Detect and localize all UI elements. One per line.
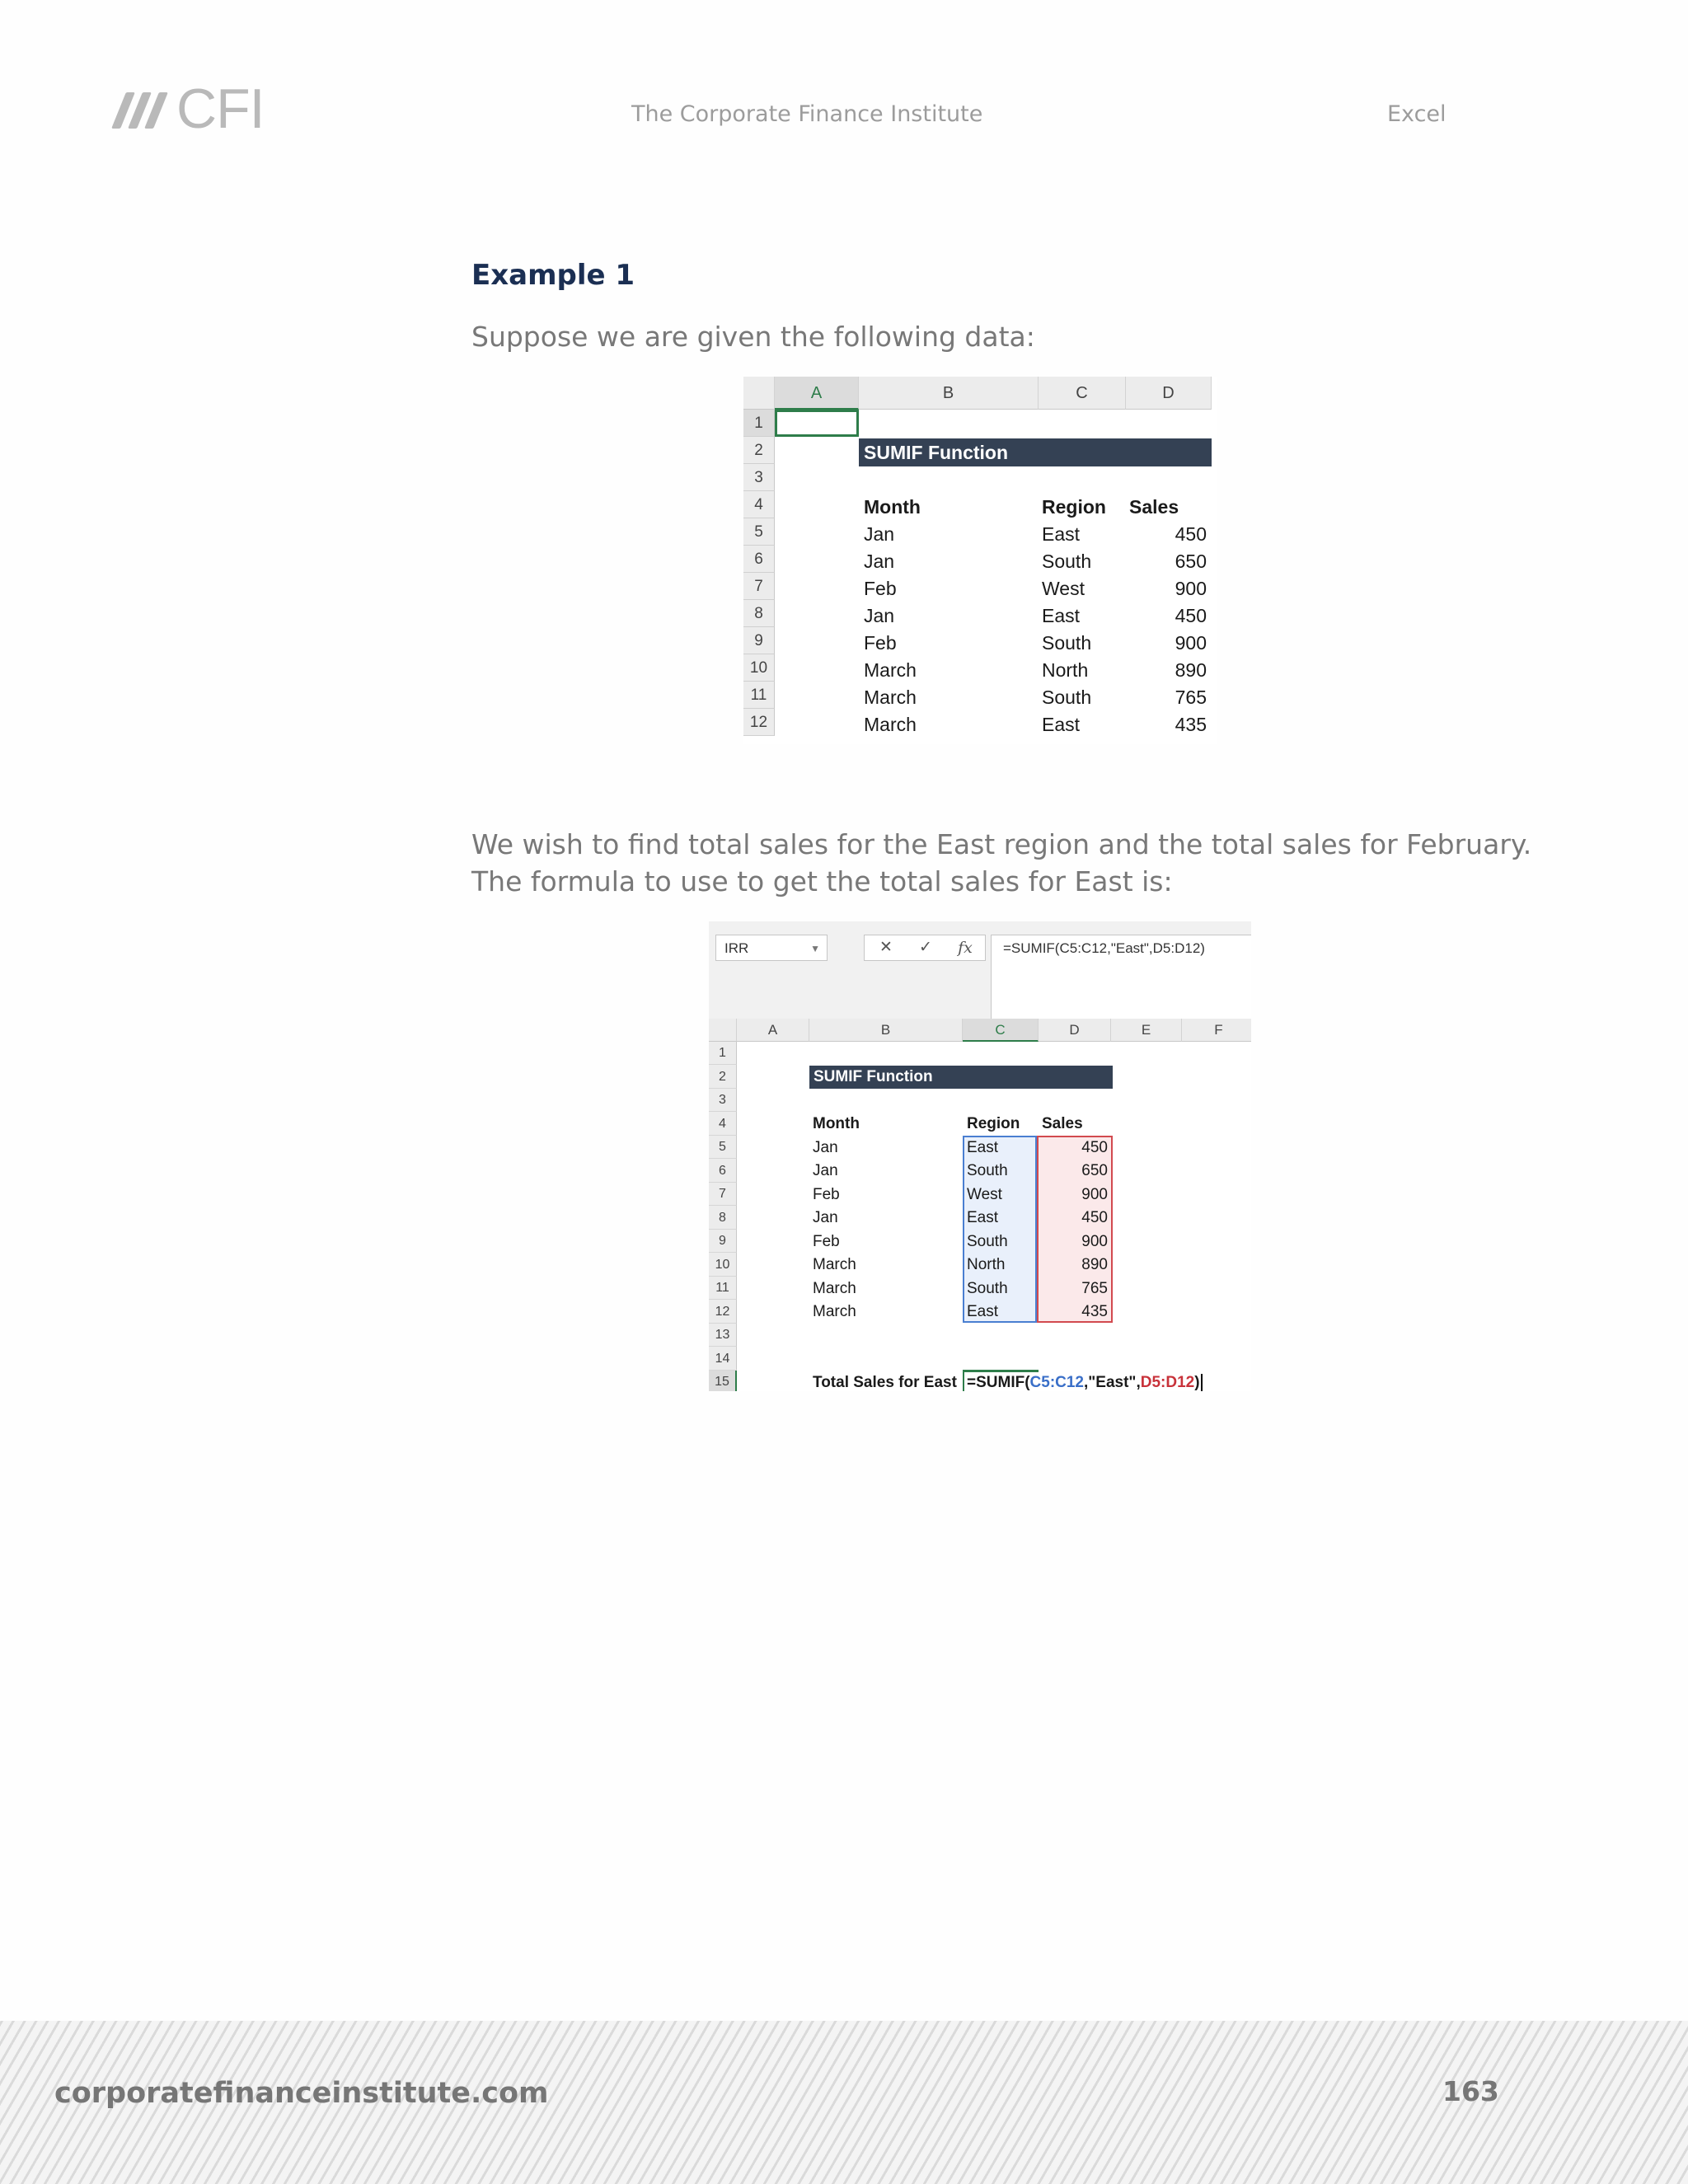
formula-range-sales: D5:D12 bbox=[1140, 1374, 1195, 1391]
footer-url: corporatefinanceinstitute.com bbox=[54, 2077, 549, 2110]
cell-sales: 450 bbox=[1081, 1139, 1108, 1156]
cell-sales: 900 bbox=[1175, 632, 1207, 654]
cell-region: East bbox=[967, 1209, 999, 1226]
row-header: 6 bbox=[709, 1159, 737, 1183]
column-header-a: A bbox=[737, 1019, 809, 1042]
cell-sales: 900 bbox=[1175, 578, 1207, 599]
column-header-e: E bbox=[1111, 1019, 1182, 1042]
cell-month: Feb bbox=[813, 1233, 840, 1250]
row-header: 12 bbox=[709, 1300, 737, 1324]
formula-part: =SUMIF( bbox=[967, 1374, 1030, 1391]
cell-sales: 900 bbox=[1081, 1233, 1108, 1250]
intro-text: Suppose we are given the following data: bbox=[471, 321, 1035, 353]
cell-month: Jan bbox=[864, 605, 895, 626]
row-header: 6 bbox=[743, 546, 775, 573]
name-box-value: IRR bbox=[724, 940, 749, 956]
total-sales-label: Total Sales for East bbox=[813, 1374, 957, 1391]
cell-month: March bbox=[864, 687, 917, 708]
cell-sales: 450 bbox=[1081, 1209, 1108, 1226]
cell-region: North bbox=[967, 1256, 1006, 1273]
row-header: 1 bbox=[709, 1042, 737, 1065]
cell-sales: 765 bbox=[1081, 1280, 1108, 1297]
row-header: 14 bbox=[709, 1347, 737, 1371]
sumif-title-banner: SUMIF Function bbox=[809, 1066, 1113, 1089]
row-header: 7 bbox=[709, 1183, 737, 1206]
row-header: 15 bbox=[709, 1371, 737, 1391]
row-header: 9 bbox=[743, 627, 775, 654]
cell-month: Feb bbox=[864, 632, 897, 654]
cell-month: March bbox=[813, 1280, 856, 1297]
cell-sales: 450 bbox=[1175, 605, 1207, 626]
row-header: 3 bbox=[743, 464, 775, 491]
formula-bar: =SUMIF(C5:C12,"East",D5:D12) bbox=[991, 935, 1251, 1022]
row-header: 13 bbox=[709, 1324, 737, 1347]
cell-region: South bbox=[1042, 632, 1092, 654]
row-header: 7 bbox=[743, 573, 775, 600]
row-header: 10 bbox=[709, 1253, 737, 1277]
cell-month: Feb bbox=[813, 1186, 840, 1203]
explanation-line-2: The formula to use to get the total sales for East is: bbox=[471, 865, 1173, 898]
row-header: 10 bbox=[743, 654, 775, 682]
cell-region: East bbox=[967, 1303, 999, 1320]
row-header: 9 bbox=[709, 1230, 737, 1253]
row-header: 2 bbox=[743, 437, 775, 464]
row-header: 12 bbox=[743, 709, 775, 736]
cell-month: Jan bbox=[813, 1162, 838, 1179]
in-cell-formula bbox=[967, 1374, 1203, 1391]
row-header: 8 bbox=[709, 1206, 737, 1230]
row-header: 11 bbox=[709, 1277, 737, 1300]
text-cursor bbox=[1201, 1374, 1203, 1391]
cell-month: Jan bbox=[813, 1139, 838, 1156]
cell-region: West bbox=[967, 1186, 1002, 1203]
row-header: 11 bbox=[743, 682, 775, 709]
spreadsheet-data-image bbox=[743, 377, 1217, 744]
header-title: The Corporate Finance Institute bbox=[631, 101, 983, 127]
cell-region: East bbox=[967, 1139, 999, 1156]
cell-month: March bbox=[813, 1256, 856, 1273]
row-header: 1 bbox=[743, 410, 775, 437]
active-cell-a1 bbox=[775, 410, 859, 437]
page-number: 163 bbox=[1442, 2075, 1499, 2107]
column-header-f: F bbox=[1182, 1019, 1251, 1042]
cell-region: East bbox=[1042, 605, 1081, 626]
example-heading: Example 1 bbox=[471, 259, 635, 292]
column-header-c: C bbox=[1039, 377, 1126, 410]
row-header: 2 bbox=[709, 1065, 737, 1089]
cell-region: North bbox=[1042, 659, 1089, 681]
row-header: 4 bbox=[709, 1112, 737, 1136]
sumif-title-banner: SUMIF Function bbox=[859, 438, 1212, 466]
explanation-line-1: We wish to find total sales for the East region and the total sales for February. bbox=[471, 828, 1532, 860]
cell-region: South bbox=[967, 1233, 1008, 1250]
row-header: 5 bbox=[709, 1136, 737, 1159]
formula-buttons bbox=[864, 935, 986, 961]
header-region: Region bbox=[967, 1115, 1020, 1132]
row-header: 8 bbox=[743, 600, 775, 627]
cell-region: East bbox=[1042, 523, 1081, 545]
select-all-corner bbox=[743, 377, 775, 410]
header-sales: Sales bbox=[1129, 496, 1179, 518]
spreadsheet-formula-image bbox=[709, 921, 1251, 1391]
name-box bbox=[715, 935, 828, 961]
cell-sales: 435 bbox=[1081, 1303, 1108, 1320]
formula-range-region: C5:C12 bbox=[1029, 1374, 1085, 1391]
cell-region: South bbox=[967, 1162, 1008, 1179]
close-icon: ✕ bbox=[879, 939, 893, 956]
formula-part: ) bbox=[1194, 1374, 1200, 1391]
header-section: Excel bbox=[1387, 101, 1447, 127]
cell-region: South bbox=[967, 1280, 1008, 1297]
chevron-down-icon: ▼ bbox=[810, 943, 820, 954]
row-header: 5 bbox=[743, 518, 775, 546]
cell-sales: 900 bbox=[1081, 1186, 1108, 1203]
cell-month: March bbox=[864, 714, 917, 735]
check-icon: ✓ bbox=[919, 939, 932, 956]
column-header-b: B bbox=[809, 1019, 963, 1042]
logo-text: CFI bbox=[176, 77, 265, 140]
column-header-d: D bbox=[1039, 1019, 1111, 1042]
header-month: Month bbox=[813, 1115, 860, 1132]
cell-region: South bbox=[1042, 551, 1092, 572]
cell-region: South bbox=[1042, 687, 1092, 708]
function-icon: fx bbox=[958, 939, 973, 957]
row-header: 4 bbox=[743, 491, 775, 518]
formula-part: ,"East", bbox=[1084, 1374, 1141, 1391]
cell-month: Feb bbox=[864, 578, 897, 599]
cell-month: Jan bbox=[813, 1209, 838, 1226]
cell-month: Jan bbox=[864, 523, 895, 545]
cell-sales: 450 bbox=[1175, 523, 1207, 545]
column-header-c: C bbox=[963, 1019, 1039, 1042]
column-header-b: B bbox=[859, 377, 1039, 410]
column-header-d: D bbox=[1126, 377, 1212, 410]
cell-region: East bbox=[1042, 714, 1081, 735]
cell-sales: 765 bbox=[1175, 687, 1207, 708]
cell-month: Jan bbox=[864, 551, 895, 572]
cell-sales: 650 bbox=[1081, 1162, 1108, 1179]
header-region: Region bbox=[1042, 496, 1106, 518]
cell-sales: 890 bbox=[1081, 1256, 1108, 1273]
header-sales: Sales bbox=[1042, 1115, 1083, 1132]
cell-region: West bbox=[1042, 578, 1085, 599]
row-header: 3 bbox=[709, 1089, 737, 1112]
cell-sales: 435 bbox=[1175, 714, 1207, 735]
column-header-a: A bbox=[775, 377, 859, 410]
cell-sales: 650 bbox=[1175, 551, 1207, 572]
cell-month: March bbox=[864, 659, 917, 681]
select-all-corner bbox=[709, 1019, 737, 1042]
cell-sales: 890 bbox=[1175, 659, 1207, 681]
cell-month: March bbox=[813, 1303, 856, 1320]
cfi-logo bbox=[112, 77, 265, 140]
header-month: Month bbox=[864, 496, 921, 518]
